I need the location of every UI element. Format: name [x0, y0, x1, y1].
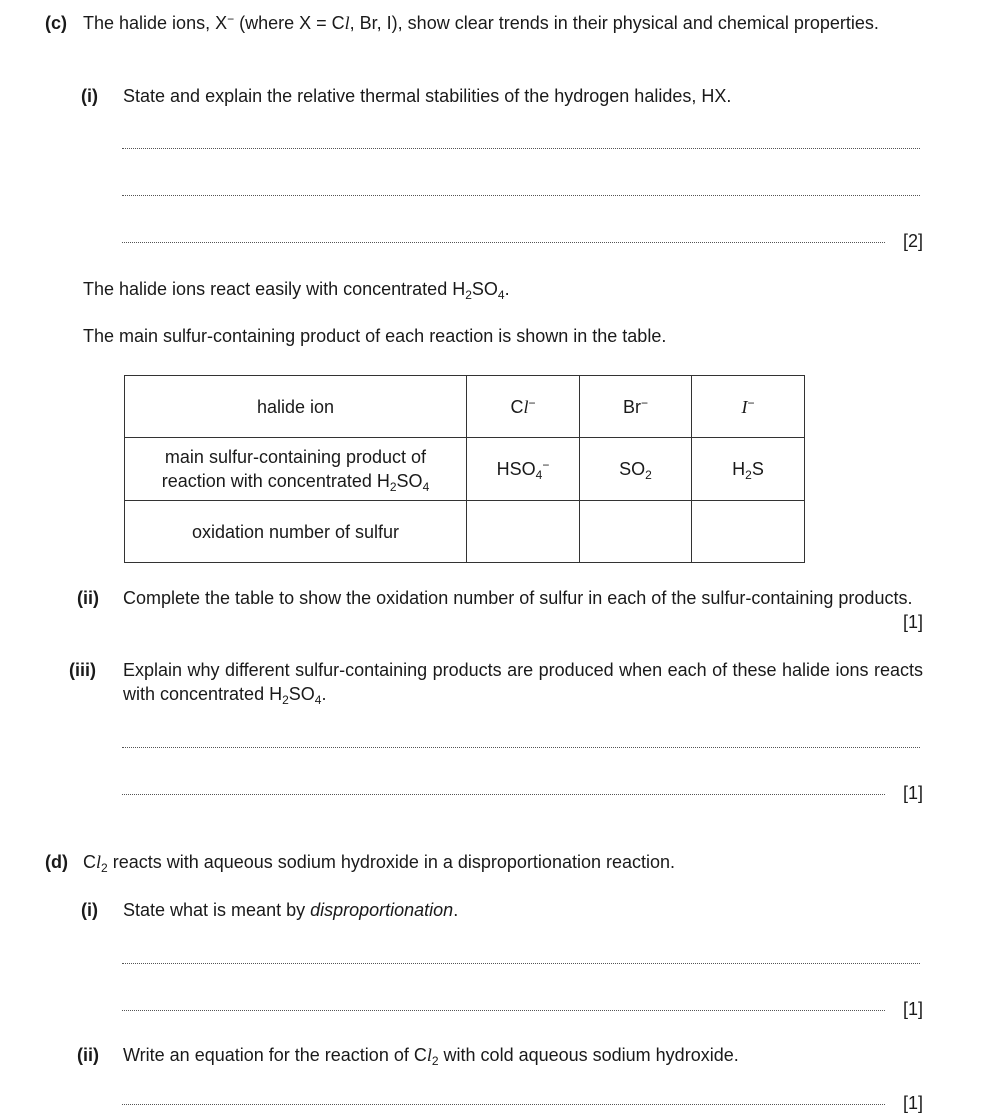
- mark-allocation: [1]: [902, 783, 923, 803]
- mark-allocation: [1]: [902, 1093, 923, 1113]
- part-c-ii-question: Complete the table to show the oxidation number of sulfur in each of the sulfur-containing products.: [123, 588, 913, 608]
- table-intro: The main sulfur-containing product of each reaction is shown in the table.: [83, 326, 667, 346]
- answer-line[interactable]: [122, 963, 920, 964]
- answer-line[interactable]: [122, 148, 920, 149]
- mark-allocation: [2]: [902, 231, 923, 251]
- ion-chloride: Cl−: [467, 376, 580, 438]
- answer-cell-so2[interactable]: [580, 501, 692, 563]
- row-header-product: main sulfur-containing product of reaction with concentrated $H_2SO_4$: [125, 438, 467, 501]
- mark-allocation: [1]: [902, 999, 923, 1019]
- answer-line[interactable]: [122, 242, 885, 243]
- part-c-ii-label: (ii): [77, 588, 99, 608]
- part-d-ii-question: Write an equation for the reaction of $Cl_2$ with cold aqueous sodium hydroxide.: [123, 1045, 739, 1068]
- answer-cell-h2s[interactable]: [692, 501, 805, 563]
- ion-bromide: Br−: [580, 376, 692, 438]
- answer-line[interactable]: [122, 195, 920, 196]
- answer-line[interactable]: [122, 747, 920, 748]
- part-c-label: (c): [45, 13, 67, 33]
- part-c-iii-label: (iii): [69, 660, 96, 680]
- answer-line[interactable]: [122, 1010, 885, 1011]
- part-c-i-label: (i): [81, 86, 98, 106]
- part-d-i-label: (i): [81, 900, 98, 920]
- halide-product-table: [124, 375, 805, 563]
- ion-iodide: I−: [692, 376, 805, 438]
- part-d-label: (d): [45, 852, 68, 872]
- product-so2: $SO_2$: [580, 438, 692, 501]
- react-statement: The halide ions react easily with concentrated $H_2SO_4$.: [83, 279, 510, 302]
- part-d-i-question: State what is meant by disproportionation.: [123, 900, 459, 920]
- row-header-halide-ion: halide ion: [125, 376, 467, 438]
- part-d-intro: $Cl_2$ reacts with aqueous sodium hydroxide in a disproportionation reaction.: [83, 852, 676, 875]
- part-d-ii-label: (ii): [77, 1045, 99, 1065]
- answer-cell-hso4[interactable]: [467, 501, 580, 563]
- part-c-i-question: State and explain the relative thermal stabilities of the hydrogen halides, HX.: [123, 86, 732, 106]
- mark-allocation: [1]: [902, 612, 923, 632]
- answer-line[interactable]: [122, 794, 885, 795]
- answer-line[interactable]: [122, 1104, 885, 1105]
- product-hso4: $HSO_4^-$: [467, 438, 580, 501]
- row-header-oxidation-number: oxidation number of sulfur: [125, 501, 467, 563]
- part-c-intro: The halide ions, X− (where X = Cl, Br, I), show clear trends in their physical and chemical properties.: [83, 12, 879, 33]
- product-h2s: $H_2S$: [692, 438, 805, 501]
- part-c-iii-question: Explain why different sulfur-containing products are produced when each of these halide ions reacts with concentrated $H_2SO_4$.: [123, 660, 923, 707]
